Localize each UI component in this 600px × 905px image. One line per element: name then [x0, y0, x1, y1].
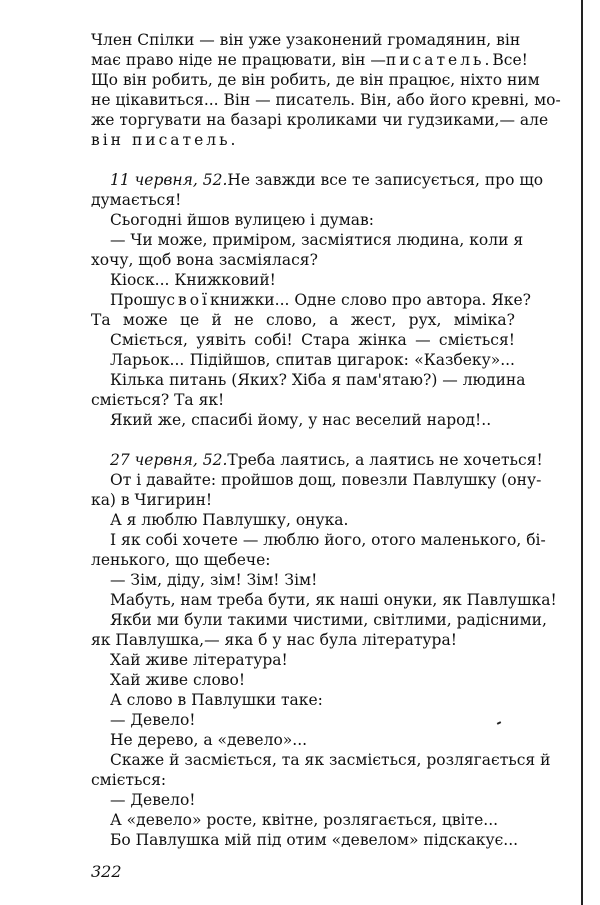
entry-date: 11 червня, 52. — [110, 171, 228, 189]
text-line: Мабуть, нам треба бути, як наші онуки, як Павлушка! — [110, 591, 557, 609]
text-line — [91, 50, 528, 70]
text-line: Кілька питань (Яких? Хіба я пам'ятаю?) — людина — [110, 371, 526, 389]
text-line: Якби ми були такими чистими, світлими, радісними, — [110, 611, 547, 629]
text-line: Та може це й не слово, а жест, рух, міміка? — [91, 311, 515, 329]
text-line: — Чи може, приміром, засміятися людина, коли я — [110, 231, 524, 249]
text-line: Хай живе слово! — [110, 671, 246, 689]
text-line: Кіоск... Книжковий! — [110, 271, 276, 289]
text-line: Хай живе література! — [110, 651, 288, 669]
text-line: Ларьок... Підійшов, спитав цигарок: «Казбеку»... — [110, 351, 515, 369]
text-line: сміється? Та як! — [91, 391, 225, 409]
page-edge-line — [581, 0, 583, 905]
text-fragment: Прошу — [110, 291, 167, 309]
text-fragment: Не завжди все те записується, про що — [227, 171, 544, 189]
text-line: — Зім, діду, зім! Зім! Зім! — [110, 571, 318, 589]
diary-entry-header — [110, 450, 543, 470]
text-line: як Павлушка,— яка б у нас була література! — [91, 631, 457, 649]
text-line: Бо Павлушка мій під отим «девелом» підскакує... — [110, 831, 519, 849]
text-line: думається! — [91, 191, 182, 209]
text-line: Який же, спасибі йому, у нас веселий народ!.. — [110, 411, 492, 429]
text-line — [110, 290, 531, 310]
text-fragment: має право ніде не працювати, він — — [91, 51, 386, 69]
text-line: Член Спілки — він уже узаконений громадянин, він — [91, 31, 521, 49]
text-fragment: Все! — [492, 51, 528, 69]
text-line: — Девело! — [110, 791, 196, 809]
text-line: ленького, що щебече: — [91, 551, 271, 569]
text-line: А слово в Павлушки таке: — [110, 691, 323, 709]
text-line: не цікавиться... Він — писатель. Він, або його кревні, мо- — [91, 91, 561, 109]
text-line: же торгувати на базарі кроликами чи гудзиками,— але — [91, 111, 549, 129]
text-line: А я люблю Павлушку, онука. — [110, 511, 349, 529]
text-fragment: книжки... Одне слово про автора. Яке? — [210, 291, 531, 309]
text-line: Що він робить, де він робить, де він працює, ніхто ним — [91, 71, 540, 89]
text-line: ка) в Чигирин! — [91, 491, 213, 509]
text-line: А «девело» росте, квітне, розлягається, цвіте... — [110, 811, 499, 829]
text-line: хочу, щоб вона засміялася? — [91, 251, 318, 269]
spaced-word: писатель. — [385, 51, 493, 69]
entry-date: 27 червня, 52. — [110, 451, 228, 469]
text-line-spaced: він писатель. — [91, 131, 239, 149]
page-number: 322 — [91, 862, 122, 881]
spaced-word: свої — [166, 291, 211, 309]
text-line: От і давайте: пройшов дощ, повезли Павлушку (ону- — [110, 471, 542, 489]
text-line: — Девело! — [110, 711, 196, 729]
text-line: І як собі хочете — люблю його, отого маленького, бі- — [110, 531, 546, 549]
text-line: Сьогодні йшов вулицею і думав: — [110, 211, 374, 229]
text-fragment: Треба лаятись, а лаятись не хочеться! — [227, 451, 543, 469]
text-line: Не дерево, а «девело»... — [110, 731, 308, 749]
diary-entry-header — [110, 170, 544, 190]
text-line: сміється: — [91, 771, 167, 789]
text-line: Сміється, уявіть собі! Стара жінка — сміється! — [110, 331, 515, 349]
text-line: Скаже й засміється, та як засміється, розлягається й — [110, 751, 551, 769]
